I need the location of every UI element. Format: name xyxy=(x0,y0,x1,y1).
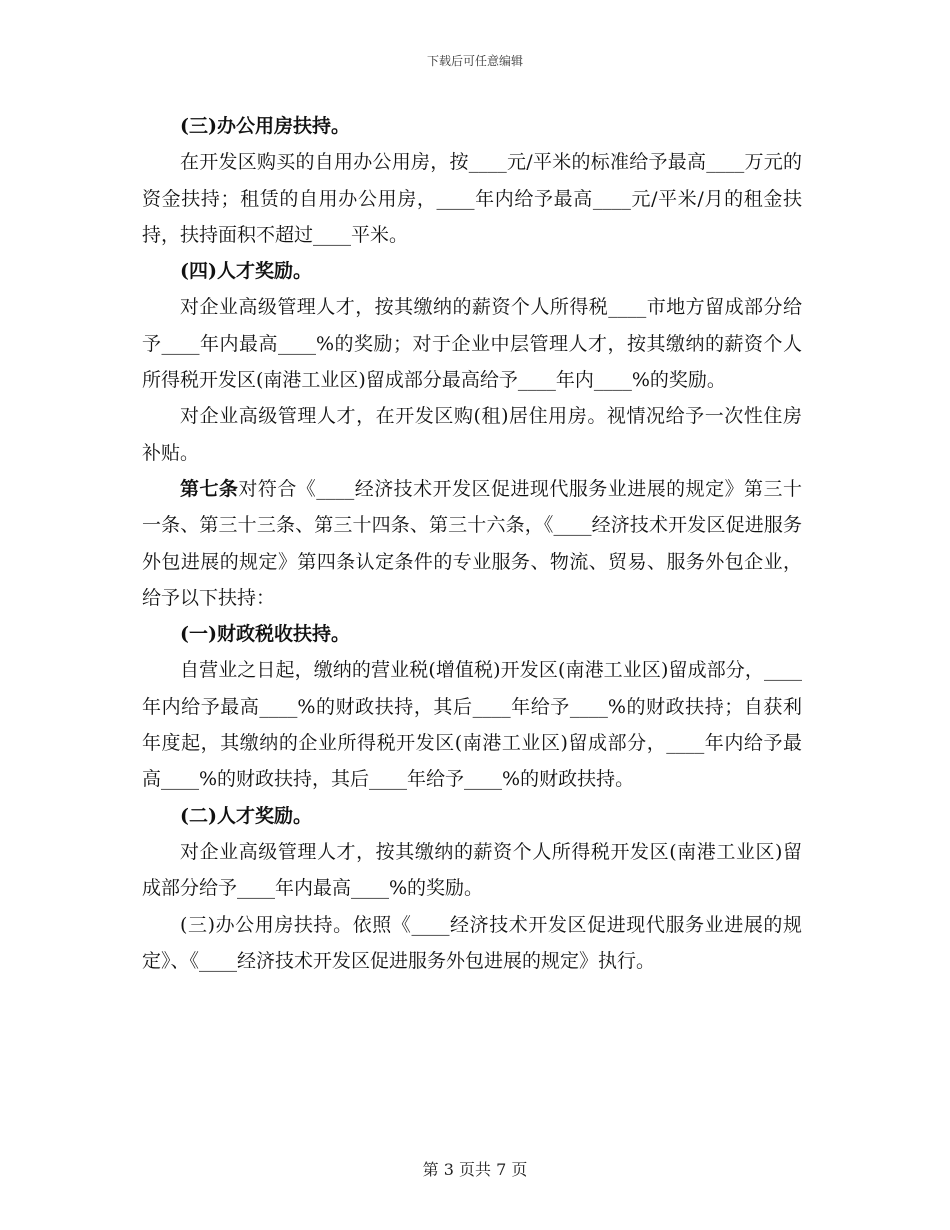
paragraph-office-support: 在开发区购买的自用办公用房，按____元/平米的标准给予最高____万元的资金扶持；租赁的自用办公用房，____年内给予最高____元/平米/月的租金扶持，扶持面积不超过____平米。 xyxy=(142,151,802,246)
page-footer: 第 3 页共 7 页 xyxy=(422,1160,528,1179)
section-heading-fiscal-support: (一)财政税收扶持。 xyxy=(180,623,350,646)
page-header: 下载后可任意编辑 xyxy=(426,54,523,68)
section-heading-talent-reward-2: (二)人才奖励。 xyxy=(180,804,312,827)
paragraph-article-seven xyxy=(142,471,802,616)
article-seven-label: 第七条 xyxy=(180,477,239,500)
section-heading-talent-reward: (四)人才奖励。 xyxy=(180,260,312,283)
paragraph-talent-reward-2: 对企业高级管理人才，按其缴纳的薪资个人所得税开发区(南港工业区)留成部分给予____年内最高____%的奖励。 xyxy=(142,840,802,900)
document-body xyxy=(142,108,802,979)
paragraph-office-support-2: (三)办公用房扶持。依照《____经济技术开发区促进现代服务业进展的规定》、《____经济技术开发区促进服务外包进展的规定》执行。 xyxy=(142,913,802,972)
section-heading-office-support: (三)办公用房扶持。 xyxy=(180,115,350,137)
paragraph-talent-reward: 对企业高级管理人才，按其缴纳的薪资个人所得税____市地方留成部分给予____年内最高____%的奖励；对于企业中层管理人才，按其缴纳的薪资个人所得税开发区(南港工业区)留成部分最高给予____年内____%的奖励。 xyxy=(142,296,802,392)
article-seven-text: 对符合《____经济技术开发区促进现代服务业进展的规定》第三十一条、第三十三条、第三十四条、第三十六条，《____经济技术开发区促进服务外包进展的规定》第四条认定条件的专业服务、物流、贸易、服务外包企业，给予以下扶持： xyxy=(142,477,802,609)
paragraph-housing-subsidy: 对企业高级管理人才，在开发区购(租)居住用房。视情况给予一次性住房补贴。 xyxy=(142,405,802,464)
paragraph-fiscal-support: 自营业之日起，缴纳的营业税(增值税)开发区(南港工业区)留成部分，____年内给予最高____%的财政扶持，其后____年给予____%的财政扶持；自获利年度起，其缴纳的企业所得税开发区(南港工业区)留成部分，____年内给予最高____%的财政扶持，其后____年给予____%的财政扶持。 xyxy=(142,659,802,791)
